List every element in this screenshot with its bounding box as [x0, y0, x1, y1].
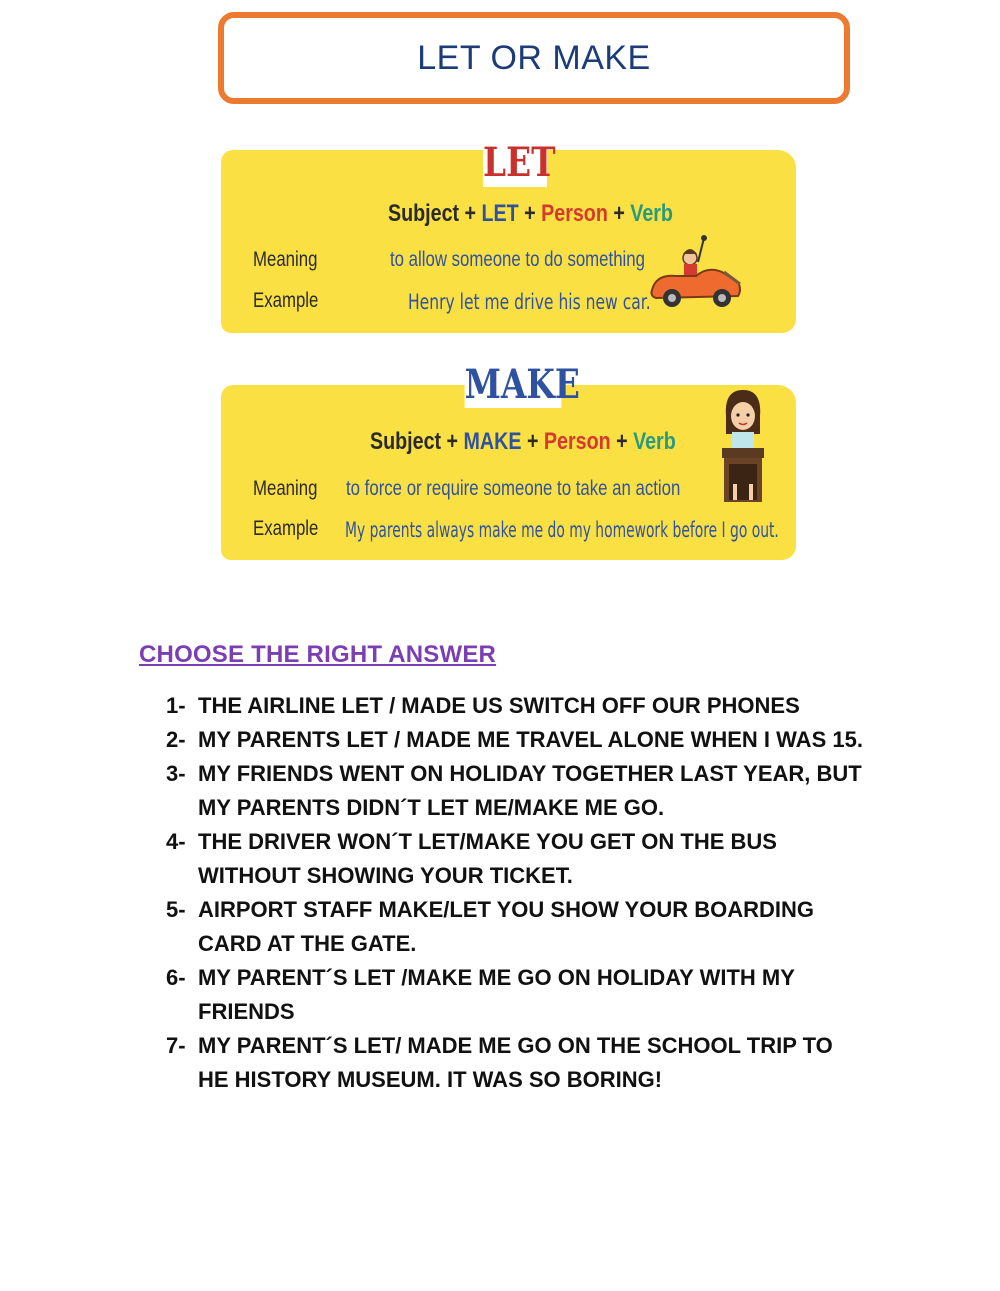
list-item: 1- THE AIRLINE LET / MADE US SWITCH OFF OUR PHONES	[166, 693, 800, 718]
list-item: 5- AIRPORT STAFF MAKE/LET YOU SHOW YOUR BOARDING CARD AT THE GATE.	[166, 897, 815, 956]
question-list	[166, 689, 866, 1097]
car-driver-icon	[646, 232, 744, 312]
list-item: 6- MY PARENT´S LET /MAKE ME GO ON HOLIDAY WITH MY FRIENDS	[166, 965, 795, 1024]
make-example-label: Example	[253, 517, 319, 540]
make-formula: Subject + MAKE + Person + Verb	[370, 428, 676, 455]
let-meaning: to allow someone to do something	[390, 248, 645, 271]
student-at-desk-icon	[718, 388, 768, 510]
let-tag: LET	[483, 139, 556, 186]
list-item: 2- MY PARENTS LET / MADE ME TRAVEL ALONE WHEN I WAS 15.	[166, 727, 863, 752]
make-meaning: to force or require someone to take an action	[346, 477, 681, 500]
title-box	[218, 12, 850, 104]
list-item: 7- MY PARENT´S LET/ MADE ME GO ON THE SCHOOL TRIP TO HE HISTORY MUSEUM. IT WAS SO BORING!	[166, 1033, 833, 1092]
make-example: My parents always make me do my homework before I go out.	[345, 518, 779, 542]
make-tag: MAKE	[464, 361, 580, 408]
let-formula: Subject + LET + Person + Verb	[388, 200, 673, 227]
list-item: 4- THE DRIVER WON´T LET/MAKE YOU GET ON THE BUS WITHOUT SHOWING YOUR TICKET.	[166, 829, 777, 888]
let-example: Henry let me drive his new car.	[408, 290, 651, 314]
page-title: LET OR MAKE	[417, 38, 651, 77]
make-meaning-label: Meaning	[253, 477, 318, 500]
let-meaning-label: Meaning	[253, 248, 318, 271]
list-item: 3- MY FRIENDS WENT ON HOLIDAY TOGETHER LAST YEAR, BUT MY PARENTS DIDN´T LET ME/MAKE ME GO.	[166, 761, 862, 820]
let-example-label: Example	[253, 289, 319, 312]
exercise-heading: CHOOSE THE RIGHT ANSWER	[139, 641, 497, 668]
